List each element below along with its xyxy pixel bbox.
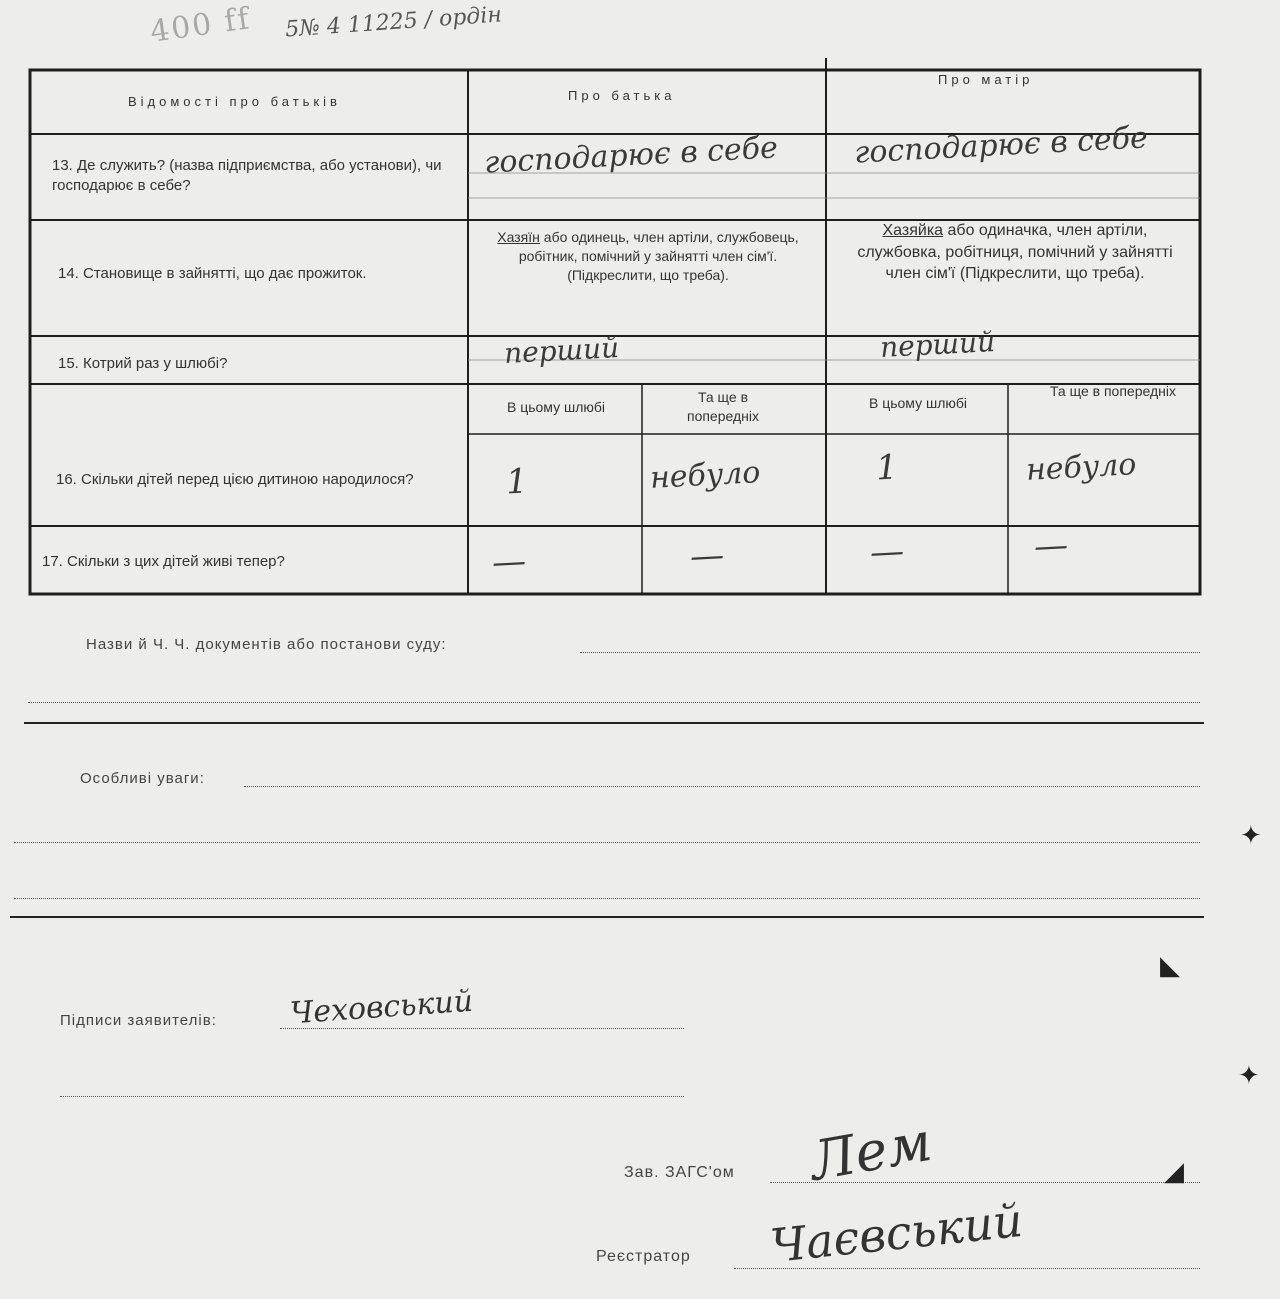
remarks-line-1	[244, 786, 1200, 787]
section-divider-1	[24, 722, 1204, 724]
q13-mother-answer: господарює в себе	[853, 120, 1149, 171]
documents-label: Назви й Ч. Ч. документів або постанови суду:	[86, 636, 447, 653]
head-signature: Лем	[805, 1109, 937, 1194]
q17-father-this-dash: —	[490, 541, 528, 583]
q14-mother-text: або одиначка, член артіли, службовка, робітниця, помічний у зайнятті член сім'ї (Підкреслити, що треба).	[857, 222, 1173, 283]
q16-mother-this-answer: 1	[874, 447, 899, 489]
corner-scrawl: 400 ff	[148, 1, 253, 50]
applicants-line-1	[280, 1028, 684, 1029]
q15-father-answer: перший	[503, 331, 620, 370]
header-about-mother: Про матір	[938, 72, 1034, 87]
documents-line-2	[28, 702, 1200, 703]
registrar-signature: Чаєвський	[767, 1192, 1026, 1274]
header-about-father: Про батька	[568, 88, 676, 103]
q16-label: 16. Скільки дітей перед цією дитиною народилося?	[56, 471, 414, 488]
q16-mother-this-header: В цьому шлюбі	[868, 395, 968, 411]
applicants-line-2	[60, 1096, 684, 1097]
registrar-signature-line	[734, 1268, 1200, 1269]
header-info-parents: Відомості про батьків	[128, 94, 341, 109]
q14-father-text: або одинець, член артіли, службовець, робітник, помічний у зайнятті член сім'ї. (Підкреслити, що треба).	[518, 229, 799, 283]
edge-tear-mark: ◢	[1164, 1156, 1184, 1186]
q14-father-options	[480, 228, 816, 285]
q13-label: 13. Де служить? (назва підприємства, або установи), чи господарює в себе?	[52, 157, 442, 195]
remarks-line-3	[14, 898, 1200, 899]
q14-father-underlined: Хазяїн	[497, 229, 540, 245]
q15-label: 15. Котрий раз у шлюбі?	[58, 355, 228, 372]
q13-father-answer: господарює в себе	[483, 130, 779, 181]
q17-label: 17. Скільки з цих дітей живі тепер?	[42, 553, 285, 570]
q16-father-prev-answer: небуло	[649, 455, 762, 496]
edge-tear-mark: ✦	[1240, 820, 1262, 850]
q14-mother-options	[840, 220, 1190, 285]
q16-mother-prev-answer: небуло	[1025, 447, 1138, 488]
q17-father-prev-dash: —	[688, 535, 726, 577]
section-divider-2	[10, 916, 1204, 918]
edge-tear-mark: ✦	[1238, 1060, 1260, 1090]
documents-line-1	[580, 652, 1200, 653]
applicants-label: Підписи заявителів:	[60, 1012, 217, 1029]
registrar-label: Реєстратор	[596, 1248, 691, 1265]
q16-mother-prev-header: Та ще в попередніх	[1050, 383, 1176, 399]
remarks-label: Особливі уваги:	[80, 770, 205, 787]
head-signature-line	[770, 1182, 1200, 1183]
q17-mother-prev-dash: —	[1032, 525, 1070, 567]
remarks-line-2	[14, 842, 1200, 843]
q15-mother-answer: перший	[879, 325, 996, 364]
corner-note: 5№ 4 11225 / ордін	[284, 2, 503, 43]
q16-father-this-answer: 1	[504, 461, 529, 503]
applicant-signature: Чеховський	[289, 983, 475, 1032]
q14-mother-underlined: Хазяйка	[882, 222, 944, 239]
q16-father-this-header: В цьому шлюбі	[506, 399, 606, 415]
q17-mother-this-dash: —	[868, 531, 906, 573]
edge-tear-mark: ◣	[1160, 950, 1180, 980]
q14-label: 14. Становище в зайнятті, що дає прожиток.	[58, 265, 367, 282]
head-label: Зав. ЗАГС'ом	[624, 1164, 735, 1181]
q16-father-prev-header: Та ще в попередніх	[686, 389, 759, 424]
parents-info-table	[28, 58, 1202, 596]
